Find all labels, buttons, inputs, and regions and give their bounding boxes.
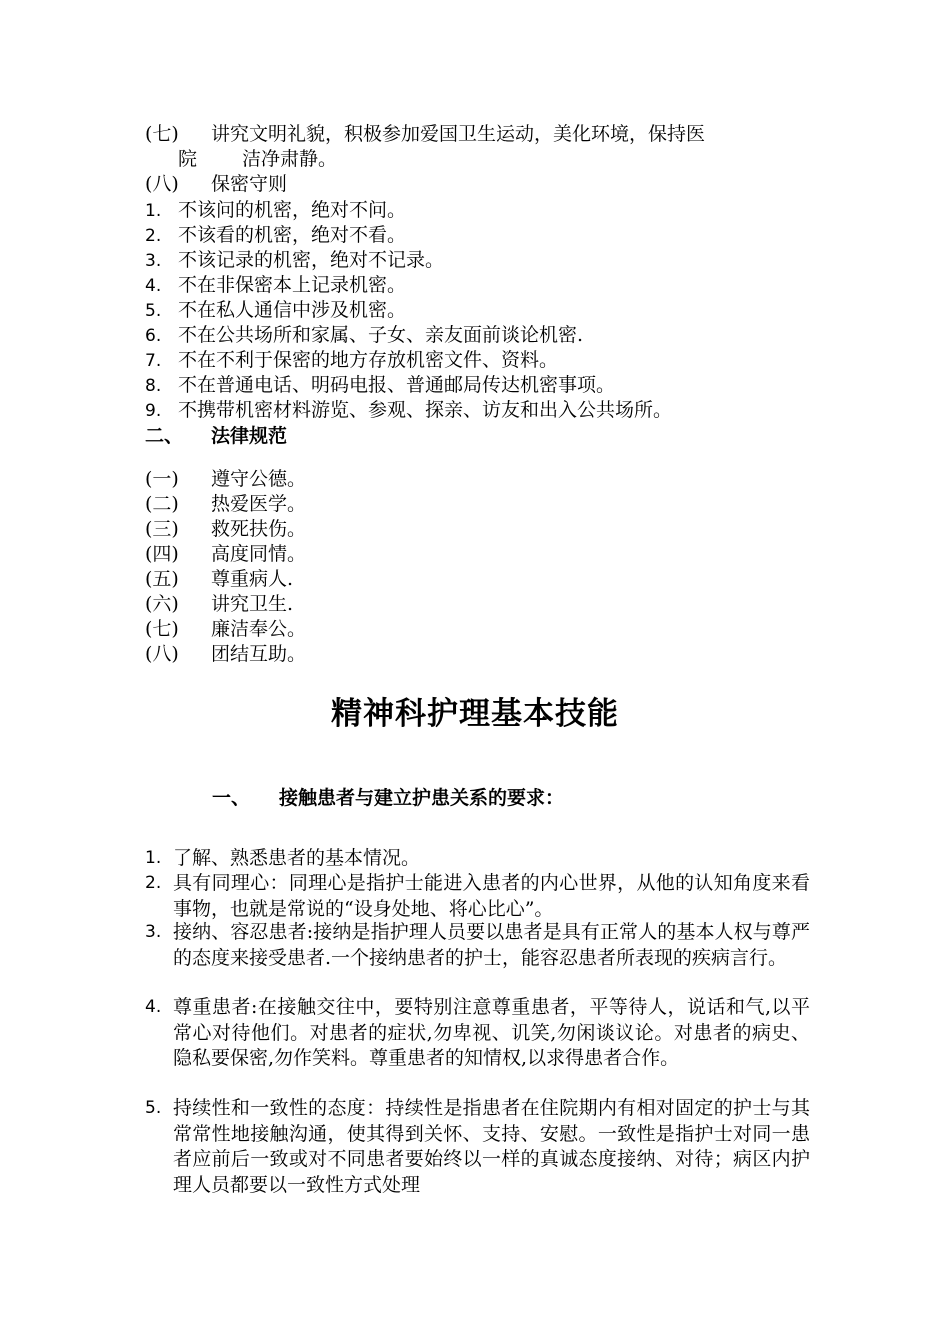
secret-number: 7. xyxy=(145,351,162,371)
secret-text: 不在不利于保密的地方存放机密文件、资料。 xyxy=(178,349,559,371)
secret-number: 9. xyxy=(145,401,162,421)
norm-item xyxy=(145,567,293,592)
item-text: 讲究文明礼貌，积极参加爱国卫生运动，美化环境，保持医 xyxy=(211,123,706,145)
requirement-item xyxy=(145,995,810,1072)
item-label: (七) xyxy=(145,123,179,145)
secret-item xyxy=(145,398,672,424)
requirement-text: 接纳、容忍患者:接纳是指护理人员要以患者是具有正常人的基本人权与尊严的态度来接受患者.一个接纳患者的护士，能容忍患者所表现的疾病言行。 xyxy=(173,921,810,969)
item-seven-continuation xyxy=(178,147,337,172)
norm-item xyxy=(145,617,306,642)
requirement-text: 持续性和一致性的态度：持续性是指患者在住院期内有相对固定的护士与其常常性地接触沟通，使其得到关怀、支持、安慰。一致性是指护士对同一患者应前后一致或对不同患者要始终以一样的真诚态度接纳、对待；病区内护理人员都要以一致性方式处理 xyxy=(173,1097,810,1196)
section-number: 一、 xyxy=(212,787,251,809)
secret-text: 不该看的机密，绝对不看。 xyxy=(178,224,407,246)
section-heading-contact xyxy=(212,786,564,811)
norm-item xyxy=(145,642,306,667)
norm-text: 团结互助。 xyxy=(211,643,307,665)
secret-number: 6. xyxy=(145,326,162,346)
norm-item xyxy=(145,467,306,492)
item-label: (八) xyxy=(145,173,179,195)
continuation-part-2: 洁净肃静。 xyxy=(242,148,338,170)
requirement-number: 1. xyxy=(145,848,162,868)
secret-text: 不携带机密材料游览、参观、探亲、访友和出入公共场所。 xyxy=(178,399,673,421)
continuation-part-1: 院 xyxy=(178,148,198,170)
secret-item xyxy=(145,223,406,249)
secret-text: 不在公共场所和家属、子女、亲友面前谈论机密. xyxy=(178,324,584,346)
secret-item xyxy=(145,248,444,274)
secret-number: 3. xyxy=(145,251,162,271)
secret-item xyxy=(145,273,406,299)
requirement-item xyxy=(145,920,810,971)
item-seven xyxy=(145,122,705,147)
secret-number: 4. xyxy=(145,276,162,296)
secret-item xyxy=(145,298,406,324)
requirement-text: 了解、熟悉患者的基本情况。 xyxy=(173,847,421,869)
secret-item xyxy=(145,373,615,399)
secret-item xyxy=(145,323,583,349)
norm-text: 遵守公德。 xyxy=(211,468,307,490)
norm-item xyxy=(145,542,306,567)
norm-label: (三) xyxy=(145,518,179,540)
requirement-item xyxy=(145,846,810,872)
norm-text: 尊重病人. xyxy=(211,568,294,590)
secret-text: 不该问的机密，绝对不问。 xyxy=(178,199,407,221)
requirement-item xyxy=(145,871,810,922)
norm-item xyxy=(145,592,293,617)
secret-text: 不该记录的机密，绝对不记录。 xyxy=(178,249,445,271)
norm-label: (四) xyxy=(145,543,179,565)
requirement-number: 4. xyxy=(145,997,162,1017)
requirement-number: 2. xyxy=(145,873,162,893)
section-heading-legal xyxy=(145,424,287,449)
secret-text: 不在私人通信中涉及机密。 xyxy=(178,299,407,321)
norm-item xyxy=(145,517,306,542)
section-title: 接触患者与建立护患关系的要求： xyxy=(279,787,565,809)
secret-number: 5. xyxy=(145,301,162,321)
norm-text: 高度同情。 xyxy=(211,543,307,565)
norm-label: (二) xyxy=(145,493,179,515)
section-title: 法律规范 xyxy=(211,425,288,447)
secret-number: 8. xyxy=(145,376,162,396)
norm-label: (五) xyxy=(145,568,179,590)
secret-text: 不在普通电话、明码电报、普通邮局传达机密事项。 xyxy=(178,374,616,396)
secret-number: 1. xyxy=(145,201,162,221)
requirement-text: 尊重患者:在接触交往中，要特别注意尊重患者，平等待人，说话和气,以平常心对待他们。对患者的症状,勿卑视、讥笑,勿闲谈议论。对患者的病史、隐私要保密,勿作笑料。尊重患者的知情权,以求得患者合作。 xyxy=(173,996,810,1069)
norm-text: 热爱医学。 xyxy=(211,493,307,515)
requirement-text: 具有同理心：同理心是指护士能进入患者的内心世界，从他的认知角度来看事物，也就是常说的“设身处地、将心比心”。 xyxy=(173,872,810,920)
document-title: 精神科护理基本技能 xyxy=(331,696,619,732)
norm-label: (七) xyxy=(145,618,179,640)
requirement-item xyxy=(145,1096,810,1198)
norm-text: 廉洁奉公。 xyxy=(211,618,307,640)
norm-text: 讲究卫生. xyxy=(211,593,294,615)
secret-number: 2. xyxy=(145,226,162,246)
secret-item xyxy=(145,348,558,374)
norm-label: (八) xyxy=(145,643,179,665)
secret-item xyxy=(145,198,406,224)
norm-item xyxy=(145,492,306,517)
norm-text: 救死扶伤。 xyxy=(211,518,307,540)
norm-label: (一) xyxy=(145,468,179,490)
requirement-number: 3. xyxy=(145,922,162,942)
norm-label: (六) xyxy=(145,593,179,615)
section-number: 二、 xyxy=(145,425,184,447)
item-eight xyxy=(145,172,287,197)
item-text: 保密守则 xyxy=(211,173,288,195)
secret-text: 不在非保密本上记录机密。 xyxy=(178,274,407,296)
requirement-number: 5. xyxy=(145,1098,162,1118)
